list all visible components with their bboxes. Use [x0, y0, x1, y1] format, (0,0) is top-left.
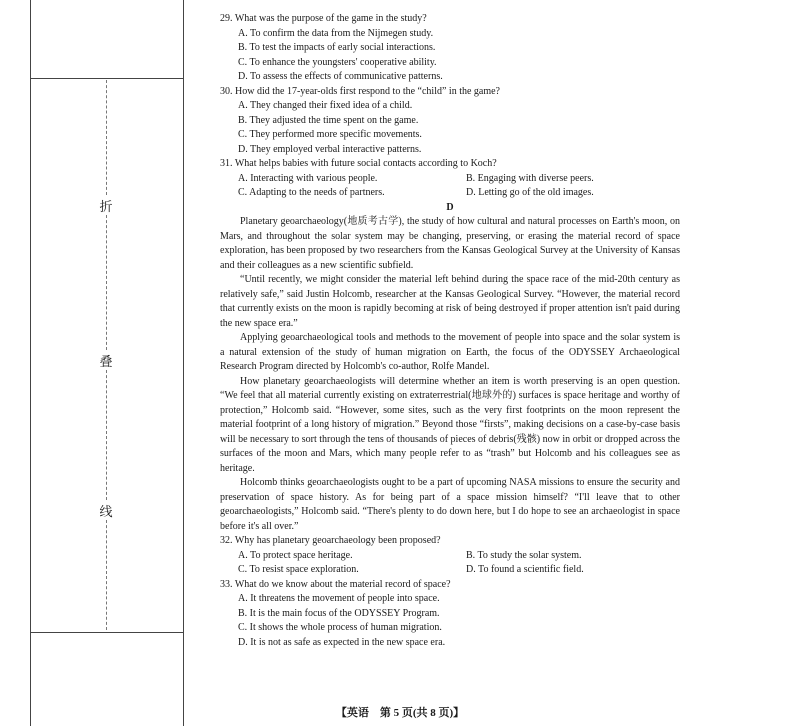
- margin-divider-bottom: [31, 632, 183, 633]
- fold-char-3: 线: [99, 504, 113, 519]
- page-footer: 【英语 第 5 页(共 8 页)】: [335, 707, 465, 719]
- q33-option-a: A. It threatens the movement of people into space.: [238, 593, 440, 604]
- question-32: 32. Why has planetary geoarchaeology been proposed?: [220, 535, 441, 546]
- section-label: D: [446, 201, 454, 213]
- q33-option-b: B. It is the main focus of the ODYSSEY Program.: [238, 607, 440, 619]
- margin-divider-top: [31, 78, 183, 79]
- q31-options-row-1: [238, 172, 680, 187]
- q32-option-c: C. To resist space exploration.: [238, 564, 359, 575]
- fold-line-segment: [106, 215, 107, 350]
- fold-char-1: 折: [99, 199, 113, 214]
- q31-options-row-2: [238, 186, 680, 201]
- fold-char-2: 叠: [99, 354, 113, 369]
- fold-line-segment: [106, 520, 107, 630]
- passage-paragraph-5: Holcomb thinks geoarchaeologists ought to be a part of upcoming NASA missions to ensure the security and preservation of space history. As for being part of a space mission himself? “I'll leave that to other geoarchaeologists,” Holcomb said. “There's plenty to do down here, but I do hope to see an archaeologist in space before it's all over.”: [220, 477, 680, 532]
- q31-option-b: B. Engaging with diverse peers.: [466, 172, 594, 184]
- q32-options-row-1: [238, 549, 680, 564]
- q32-option-d: D. To found a scientific field.: [466, 564, 584, 575]
- q32-option-a: A. To protect space heritage.: [238, 549, 353, 561]
- q29-option-b: B. To test the impacts of early social interactions.: [238, 42, 436, 53]
- q29-option-a: A. To confirm the data from the Nijmegen study.: [238, 27, 434, 39]
- q32-option-b: B. To study the solar system.: [466, 549, 582, 561]
- q32-options-row-2: [238, 563, 680, 578]
- q29-option-d: D. To assess the effects of communicative patterns.: [238, 71, 443, 82]
- q31-option-a: A. Interacting with various people.: [238, 172, 378, 184]
- question-31: 31. What helps babies with future social contacts according to Koch?: [220, 158, 497, 169]
- question-33: 33. What do we know about the material record of space?: [220, 578, 451, 590]
- question-30: 30. How did the 17-year-olds first respond to the “child” in the game?: [220, 85, 500, 97]
- question-29: 29. What was the purpose of the game in the study?: [220, 13, 427, 24]
- q33-option-c: C. It shows the whole process of human migration.: [238, 622, 442, 633]
- passage-paragraph-2: “Until recently, we might consider the material left behind during the space race of the mid-20th century as relatively safe,” said Justin Holcomb, researcher at the Kansas Geological Survey. “However, the material record that currently exists on the moon is rapidly becoming at risk of being destroyed if proper attention isn't paid during the new space era.”: [220, 274, 680, 329]
- fold-line-segment: [106, 80, 107, 195]
- q30-option-a: A. They changed their fixed idea of a child.: [238, 100, 413, 111]
- q29-option-c: C. To enhance the youngsters' cooperative ability.: [238, 56, 437, 68]
- q31-option-d: D. Letting go of the old images.: [466, 187, 594, 198]
- passage-paragraph-1: Planetary geoarchaeology(地质考古学), the study of how cultural and natural processes on Earth's moon, on Mars, and throughout the solar system may be changing, preserving, or erasing the material record of space exploration, has been proposed by two researchers from the Kansas Geological Survey at the University of Kansas and their colleagues as a new scientific subfield.: [220, 216, 680, 271]
- passage-paragraph-4: How planetary geoarchaeologists will determine whether an item is worth preserving is an open question. “We feel that all material currently existing on extraterrestrial(地球外的) surfaces is space heritage and worthy of protection,” Holcomb said. “However, some sites, such as the very first footprints on the moon represent the material footprint of a long history of migration.” Beyond those “firsts”, making decisions on a case-by-case basis will be necessary to sort through the tens of thousands of pieces of debris(残骸) now in orbit or dropped across the surfaces of the moon and Mars, which many people refer to as “trash” but Holcomb and his colleagues see as heritage.: [220, 375, 680, 474]
- passage-paragraph-3: Applying geoarchaeological tools and methods to the movement of people into space and the solar system is a natural extension of the study of human migration on Earth, the focus of the ODYSSEY Archaeological Research Program directed by Holcomb's co-author, Rolfe Mandel.: [220, 332, 680, 372]
- q30-option-c: C. They performed more specific movements.: [238, 129, 422, 140]
- fold-line-segment: [106, 370, 107, 500]
- q30-option-b: B. They adjusted the time spent on the game.: [238, 114, 419, 126]
- exam-content: [220, 12, 680, 650]
- q30-option-d: D. They employed verbal interactive patterns.: [238, 143, 422, 155]
- q31-option-c: C. Adapting to the needs of partners.: [238, 187, 385, 198]
- q33-option-d: D. It is not as safe as expected in the new space era.: [238, 636, 446, 648]
